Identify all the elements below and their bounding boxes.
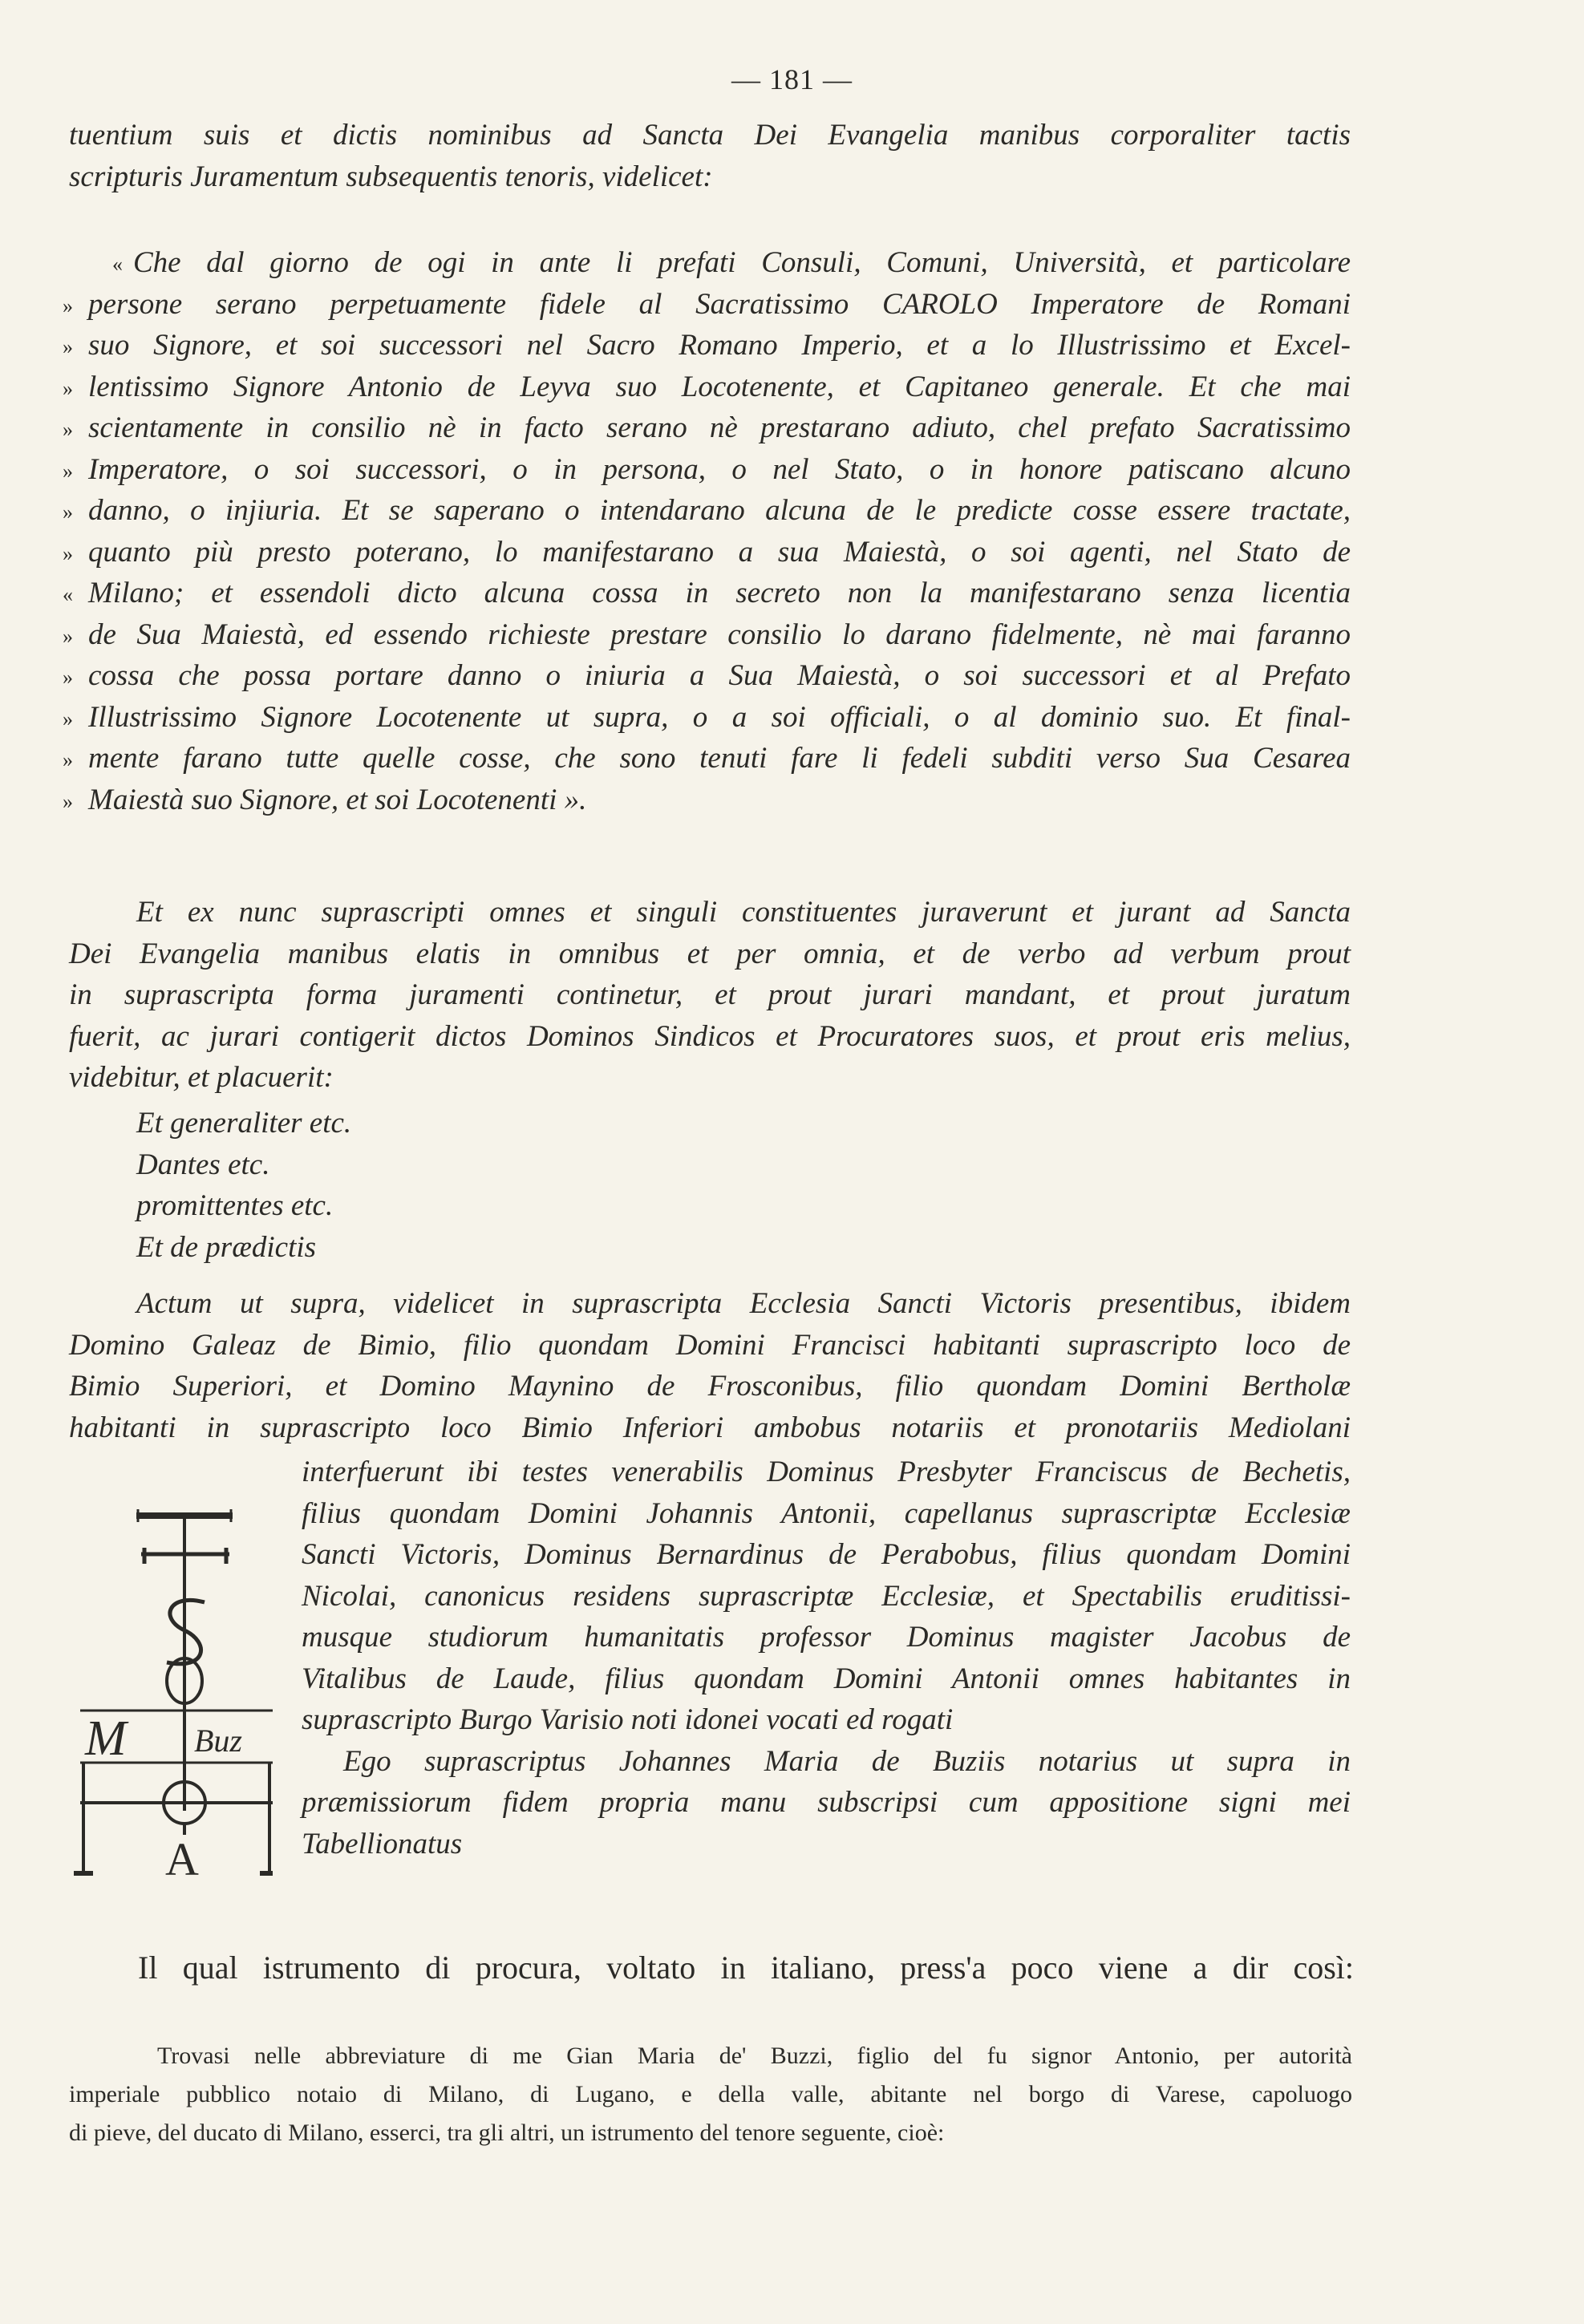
oath-line: » Illustrissimo Signore Locotenente ut supra, o a soi officiali, o al dominio suo. Et final- xyxy=(69,697,1351,739)
list-item: Et de prædictis xyxy=(136,1230,317,1264)
text-line: interfuerunt ibi testes venerabilis Dominus Presbyter Franciscus de Bechetis, xyxy=(302,1456,1351,1488)
oath-line: » mente farano tutte quelle cosse, che sono tenuti fare li fedeli subditi verso Sua Cesarea xyxy=(69,738,1351,779)
oath-line: » scientamente in consilio nè in facto serano nè prestarano adiuto, chel prefato Sacratissimo xyxy=(69,407,1351,449)
text-line: tuentium suis et dictis nominibus ad Sancta Dei Evangelia manibus corporaliter tactis xyxy=(69,119,1351,152)
quote-mark: » xyxy=(63,541,73,565)
text-line: suprascripto Burgo Varisio noti idonei vocati ed rogati xyxy=(302,1703,954,1736)
quote-mark: » xyxy=(63,624,73,648)
text-line: filius quondam Domini Johannis Antonii, capellanus suprascriptæ Ecclesiæ xyxy=(302,1496,1351,1530)
quote-mark: » xyxy=(63,789,73,813)
footnote-line: Trovasi nelle abbreviature di me Gian Maria de' Buzzi, figlio del fu signor Antonio, per autorità xyxy=(157,2043,1352,2069)
footnote-line: di pieve, del ducato di Milano, esserci, tra gli altri, un istrumento del tenore seguente, cioè: xyxy=(69,2120,945,2146)
quote-mark: » xyxy=(63,418,73,441)
oath-line: » de Sua Maiestà, ed essendo richieste prestare consilio lo darano fidelmente, nè mai faranno xyxy=(69,614,1351,656)
text-line: musque studiorum humanitatis professor Dominus magister Jacobus de xyxy=(302,1621,1351,1654)
text-line: scripturis Juramentum subsequentis tenoris, videlicet: xyxy=(69,160,713,193)
oath-line: » lentissimo Signore Antonio de Leyva suo Locotenente, et Capitaneo generale. Et che mai xyxy=(69,366,1351,408)
quote-mark: » xyxy=(63,335,73,358)
text-line: præmissiorum fidem propria manu subscripsi cum appositione signi mei xyxy=(302,1786,1351,1819)
footnote-line: imperiale pubblico notaio di Milano, di Lugano, e della valle, abitante nel borgo di Varese, capoluogo xyxy=(69,2081,1352,2107)
oath-line: « Che dal giorno de ogi in ante li prefati Consuli, Comuni, Università, et particolare xyxy=(69,242,1351,284)
text-line: Dei Evangelia manibus elatis in omnibus et per omnia, et de verbo ad verbum prout xyxy=(69,937,1351,970)
text-line: Actum ut supra, videlicet in suprascripta Ecclesia Sancti Victoris presentibus, ibidem xyxy=(136,1287,1351,1320)
quote-mark: » xyxy=(63,748,73,771)
intro-paragraph xyxy=(69,115,1351,197)
quote-mark: « xyxy=(112,253,123,276)
text-line: Vitalibus de Laude, filius quondam Domini Antonii omnes habitantes in xyxy=(302,1662,1351,1695)
quote-mark: » xyxy=(63,500,73,524)
text-line: videbitur, et placuerit: xyxy=(69,1061,334,1094)
text-line: Ego suprascriptus Johannes Maria de Buziis notarius ut supra in xyxy=(343,1744,1351,1778)
quote-mark: » xyxy=(63,707,73,731)
quote-mark: » xyxy=(63,666,73,689)
text-line: habitanti in suprascripto loco Bimio Inferiori ambobus notariis et pronotariis Mediolani xyxy=(69,1411,1351,1444)
oath-line: « Milano; et essendoli dicto alcuna cossa in secreto non la manifestarano senza licentia xyxy=(69,573,1351,614)
notary-sign-letter: A xyxy=(165,1833,199,1883)
italian-intro-line: Il qual istrumento di procura, voltato in italiano, press'a poco viene a dir così: xyxy=(138,1949,1354,1986)
list-item: Et generaliter etc. xyxy=(136,1107,352,1140)
list-item: Dantes etc. xyxy=(136,1148,270,1181)
oath-line: » persone serano perpetuamente fidele al Sacratissimo CAROLO Imperatore de Romani xyxy=(69,284,1351,326)
oath-line: » danno, o injiuria. Et se saperano o intendarano alcuna de le predicte cosse essere tractate, xyxy=(69,490,1351,532)
oath-line: » suo Signore, et soi successori nel Sacro Romano Imperio, et a lo Illustrissimo et Excel- xyxy=(69,325,1351,366)
formula-list xyxy=(136,1103,1355,1268)
quote-mark: » xyxy=(63,294,73,318)
quote-mark: « xyxy=(63,583,73,606)
notary-sign-letter: Buz xyxy=(194,1723,242,1759)
text-line: Tabellionatus xyxy=(302,1827,463,1860)
text-line: in suprascripta forma juramenti continetur, et prout jurari mandant, et prout juratum xyxy=(69,978,1351,1011)
quote-mark: » xyxy=(63,376,73,400)
witness-paragraph xyxy=(302,1451,1351,1864)
text-line: Sancti Victoris, Dominus Bernardinus de Perabobus, filius quondam Domini xyxy=(302,1538,1351,1571)
oath-line: » Maiestà suo Signore, et soi Locotenenti ». xyxy=(69,779,1351,821)
text-line: Domino Galeaz de Bimio, filio quondam Domini Francisci habitanti suprascripto loco de xyxy=(69,1328,1351,1362)
actum-paragraph xyxy=(69,1283,1351,1448)
text-line: Et ex nunc suprascripti omnes et singuli constituentes juraverunt et jurant ad Sancta xyxy=(136,896,1351,929)
latin-paragraph xyxy=(69,892,1351,1099)
text-line: Nicolai, canonicus residens suprascriptæ Ecclesiæ, et Spectabilis eruditissi- xyxy=(302,1579,1351,1613)
footnote-paragraph xyxy=(69,2037,1352,2152)
oath-quotation xyxy=(63,242,1351,820)
notary-sign-mark xyxy=(64,1498,273,1883)
list-item: promittentes etc. xyxy=(136,1189,334,1222)
oath-line: » quanto più presto poterano, lo manifestarano a sua Maiestà, o soi agenti, nel Stato de xyxy=(69,532,1351,573)
notary-sign-letter: M xyxy=(85,1711,127,1766)
quote-mark: » xyxy=(63,459,73,483)
oath-line: » cossa che possa portare danno o iniuria a Sua Maiestà, o soi successori et al Prefato xyxy=(69,655,1351,697)
text-line: Bimio Superiori, et Domino Maynino de Frosconibus, filio quondam Domini Bertholæ xyxy=(69,1370,1351,1403)
page-number: — 181 — xyxy=(731,63,853,95)
oath-line: » Imperatore, o soi successori, o in persona, o nel Stato, o in honore patiscano alcuno xyxy=(69,449,1351,491)
text-line: fuerit, ac jurari contigerit dictos Dominos Sindicos et Procuratores suos, et prout eris melius, xyxy=(69,1019,1351,1053)
